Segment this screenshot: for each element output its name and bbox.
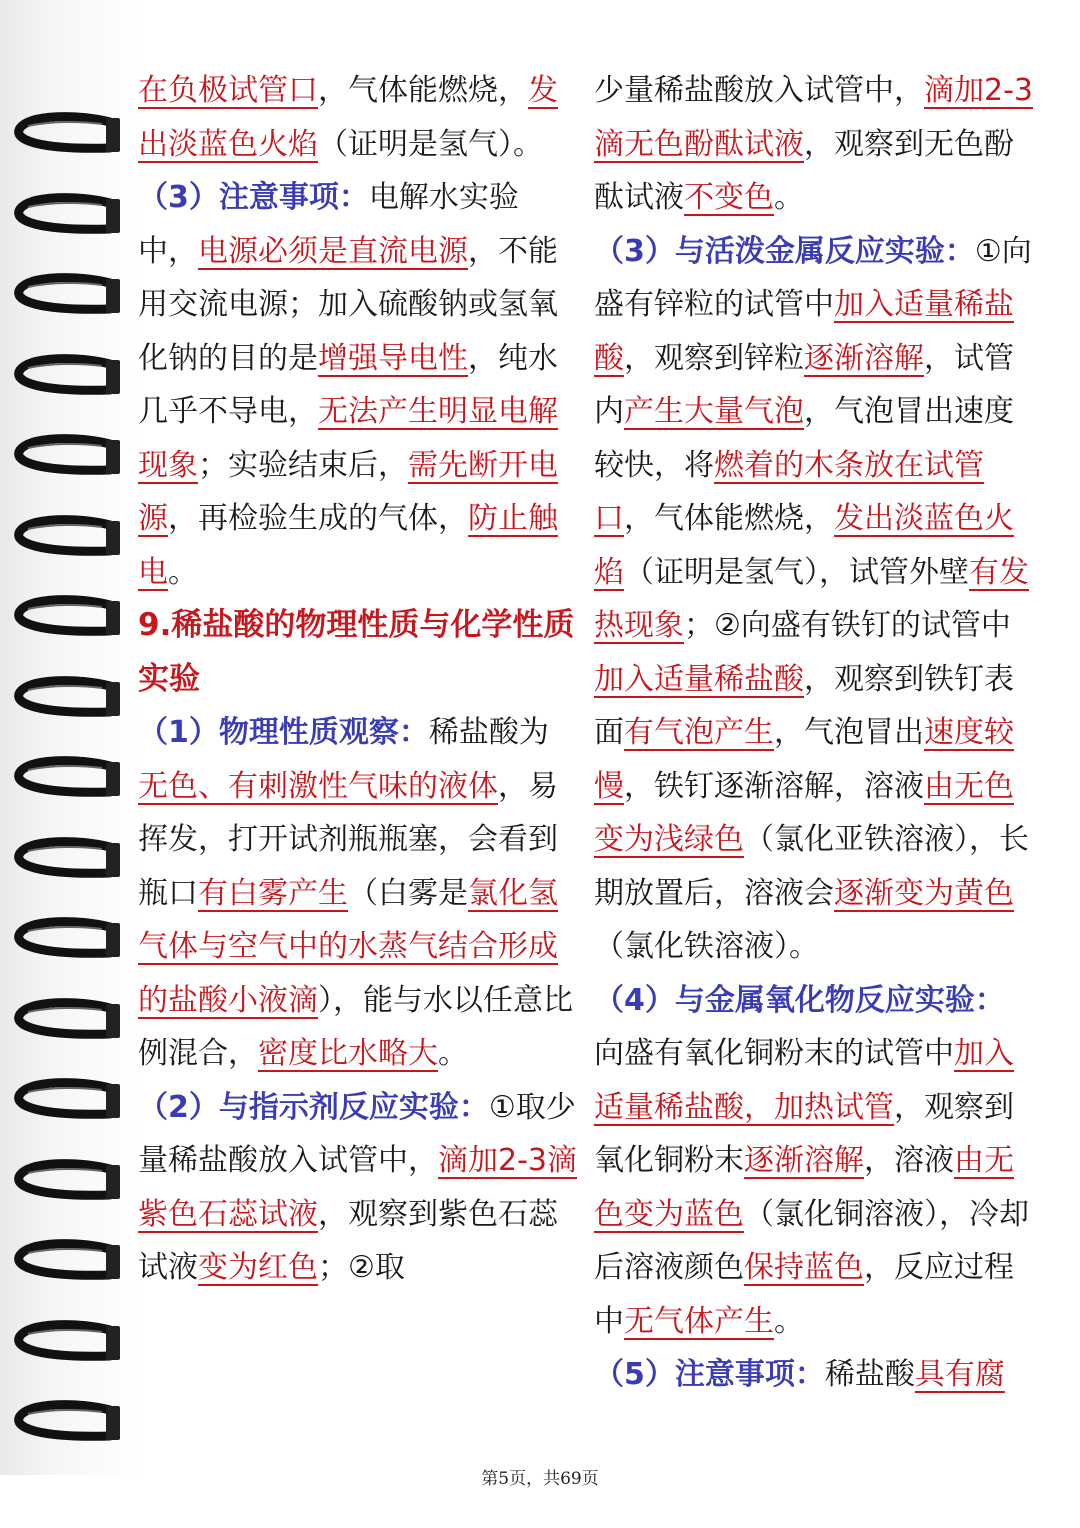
highlighted-text: 发出淡蓝色火焰 xyxy=(138,73,558,162)
body-text: ，易挥发，打开试剂瓶瓶塞，会看到瓶口 xyxy=(138,768,558,911)
highlighted-text: 保持蓝色 xyxy=(744,1250,864,1285)
spiral-binding-ring-icon xyxy=(10,676,122,722)
highlighted-text: 有发热现象 xyxy=(594,554,1029,643)
highlighted-text: 不变色 xyxy=(684,180,774,215)
highlighted-text: 逐渐变为黄色 xyxy=(834,875,1014,911)
highlighted-text: 滴加2-3滴紫色石蕊试液 xyxy=(138,1143,577,1232)
body-text: 向盛有氧化铜粉末的试管中 xyxy=(594,1036,954,1071)
spiral-binding-ring-icon xyxy=(10,917,122,963)
body-text: （证明是氢气），试管外壁 xyxy=(624,554,969,590)
body-text: ；②取 xyxy=(318,1250,405,1285)
highlighted-text: 由无色变为浅绿色 xyxy=(594,768,1014,857)
paragraph xyxy=(594,974,1034,1349)
highlighted-text: 滴加2-3滴无色酚酞试液 xyxy=(594,73,1033,162)
paragraph xyxy=(138,171,578,599)
spiral-binding-ring-icon xyxy=(10,1239,122,1285)
highlighted-text: 无气体产生 xyxy=(624,1303,774,1339)
subheading-label: （3）与活泼金属反应实验： xyxy=(594,233,975,269)
body-text: ，观察到氧化铜粉末 xyxy=(594,1089,1014,1178)
highlighted-text: 发出淡蓝色火焰 xyxy=(594,501,1014,590)
body-text: ，铁钉逐渐溶解，溶液 xyxy=(624,768,924,804)
body-text: ，溶液 xyxy=(864,1143,954,1178)
left-column xyxy=(138,64,578,1295)
body-text: ），能与水以任意比例混合， xyxy=(138,982,573,1071)
subheading-label: （5）注意事项： xyxy=(594,1357,825,1392)
highlighted-text: 加入适量稀盐酸 xyxy=(594,287,1014,376)
spiral-binding-ring-icon xyxy=(10,837,122,883)
paragraph xyxy=(594,64,1034,225)
highlighted-text: 防止触电 xyxy=(138,501,558,590)
body-text: （氯化亚铁溶液），长期放置后，溶液会 xyxy=(594,822,1029,911)
highlighted-text: 电源必须是直流电源 xyxy=(198,233,468,269)
body-text: ，气体能燃烧， xyxy=(318,73,528,108)
body-text: 。 xyxy=(438,1036,468,1071)
highlighted-text: 无色、有刺激性气味的液体 xyxy=(138,768,498,804)
spiral-binding-ring-icon xyxy=(10,756,122,802)
spiral-binding-ring-icon xyxy=(10,1400,122,1446)
spiral-binding-ring-icon xyxy=(10,998,122,1044)
highlighted-text: 需先断开电源 xyxy=(138,447,558,536)
body-text: ，再检验生成的气体， xyxy=(168,501,468,536)
spiral-binding-ring-icon xyxy=(10,1320,122,1366)
spiral-binding-ring-icon xyxy=(10,273,122,319)
paragraph xyxy=(138,706,578,1081)
body-text: 少量稀盐酸放入试管中， xyxy=(594,73,924,108)
body-text: ，气泡冒出速度较快，将 xyxy=(594,394,1014,483)
spiral-binding-ring-icon xyxy=(10,112,122,158)
spiral-binding-ring-icon xyxy=(10,595,122,641)
subheading-label: （2）与指示剂反应实验： xyxy=(138,1089,489,1125)
highlighted-text: 产生大量气泡 xyxy=(624,394,804,429)
body-text: ；②向盛有铁钉的试管中 xyxy=(684,608,1011,643)
spiral-binding-ring-icon xyxy=(10,193,122,239)
body-text: ，试管内 xyxy=(594,340,1014,429)
highlighted-text: 逐渐溶解 xyxy=(804,340,924,376)
highlighted-text: 逐渐溶解 xyxy=(744,1143,864,1178)
highlighted-text: 氯化氢气体与空气中的水蒸气结合形成的盐酸小液滴 xyxy=(138,875,558,1018)
subheading-label: （3）注意事项： xyxy=(138,180,369,215)
paragraph xyxy=(594,225,1034,974)
body-text: 稀盐酸为 xyxy=(428,715,549,750)
subheading-label: （1）物理性质观察： xyxy=(138,715,429,750)
body-text: 。 xyxy=(774,180,804,215)
body-text: ①取少量稀盐酸放入试管中， xyxy=(138,1089,576,1178)
highlighted-text: 有白雾产生 xyxy=(198,875,348,911)
body-text: （氯化铜溶液），冷却后溶液颜色 xyxy=(594,1196,1029,1285)
paragraph xyxy=(138,1081,578,1295)
highlighted-text: 无法产生明显电解现象 xyxy=(138,394,558,483)
highlighted-text: 密度比水略大 xyxy=(258,1036,438,1071)
paragraph xyxy=(594,1348,1034,1402)
body-text: 电解水实验中， xyxy=(138,180,519,269)
body-text: （证明是氢气）。 xyxy=(318,126,543,162)
spiral-binding-ring-icon xyxy=(10,1159,122,1205)
highlighted-text: 变为红色 xyxy=(198,1250,318,1285)
body-text: 。 xyxy=(774,1303,804,1339)
page-number: 第5页，共69页 xyxy=(481,1469,599,1489)
highlighted-text: 燃着的木条放在试管口 xyxy=(594,447,984,536)
body-text: （白雾是 xyxy=(348,875,468,911)
highlighted-text: 速度较慢 xyxy=(594,715,1014,804)
subheading-label: （4）与金属氧化物反应实验： xyxy=(594,982,1005,1018)
spiral-binding-ring-icon xyxy=(10,354,122,400)
spiral-binding-ring-icon xyxy=(10,434,122,480)
right-column xyxy=(594,64,1034,1402)
highlighted-text: 由无色变为蓝色 xyxy=(594,1143,1014,1232)
spiral-binding xyxy=(0,0,140,1475)
body-text: ，观察到无色酚酞试液 xyxy=(594,126,1014,215)
body-text: ，反应过程中 xyxy=(594,1250,1014,1339)
highlighted-text: 具有腐 xyxy=(914,1357,1005,1392)
spiral-binding-ring-icon xyxy=(10,1078,122,1124)
body-text: ，观察到铁钉表面 xyxy=(594,661,1014,750)
highlighted-text: 有气泡产生 xyxy=(624,715,774,750)
body-text: 稀盐酸 xyxy=(824,1357,915,1392)
highlighted-text: 加入适量稀盐酸 xyxy=(594,661,804,697)
body-text: ，不能用交流电源；加入硫酸钠或氢氧化钠的目的是 xyxy=(138,233,558,376)
body-text: ，气体能燃烧， xyxy=(624,501,834,536)
body-text: （氯化铁溶液）。 xyxy=(594,929,819,964)
section-heading: 9.稀盐酸的物理性质与化学性质实验 xyxy=(138,607,575,697)
spiral-binding-ring-icon xyxy=(10,515,122,561)
body-text: ，观察到锌粒 xyxy=(624,340,804,376)
highlighted-text: 在负极试管口 xyxy=(138,73,318,108)
highlighted-text: 加入适量稀盐酸，加热试管 xyxy=(594,1036,1014,1125)
body-text: 。 xyxy=(168,554,198,590)
paragraph xyxy=(138,64,578,171)
body-text: ，观察到紫色石蕊试液 xyxy=(138,1196,558,1285)
body-text: ①向盛有锌粒的试管中 xyxy=(594,233,1032,322)
body-text: ，纯水几乎不导电， xyxy=(138,340,558,429)
body-text: ；实验结束后， xyxy=(198,447,408,483)
body-text: ，气泡冒出 xyxy=(774,715,924,750)
highlighted-text: 增强导电性 xyxy=(318,340,468,376)
